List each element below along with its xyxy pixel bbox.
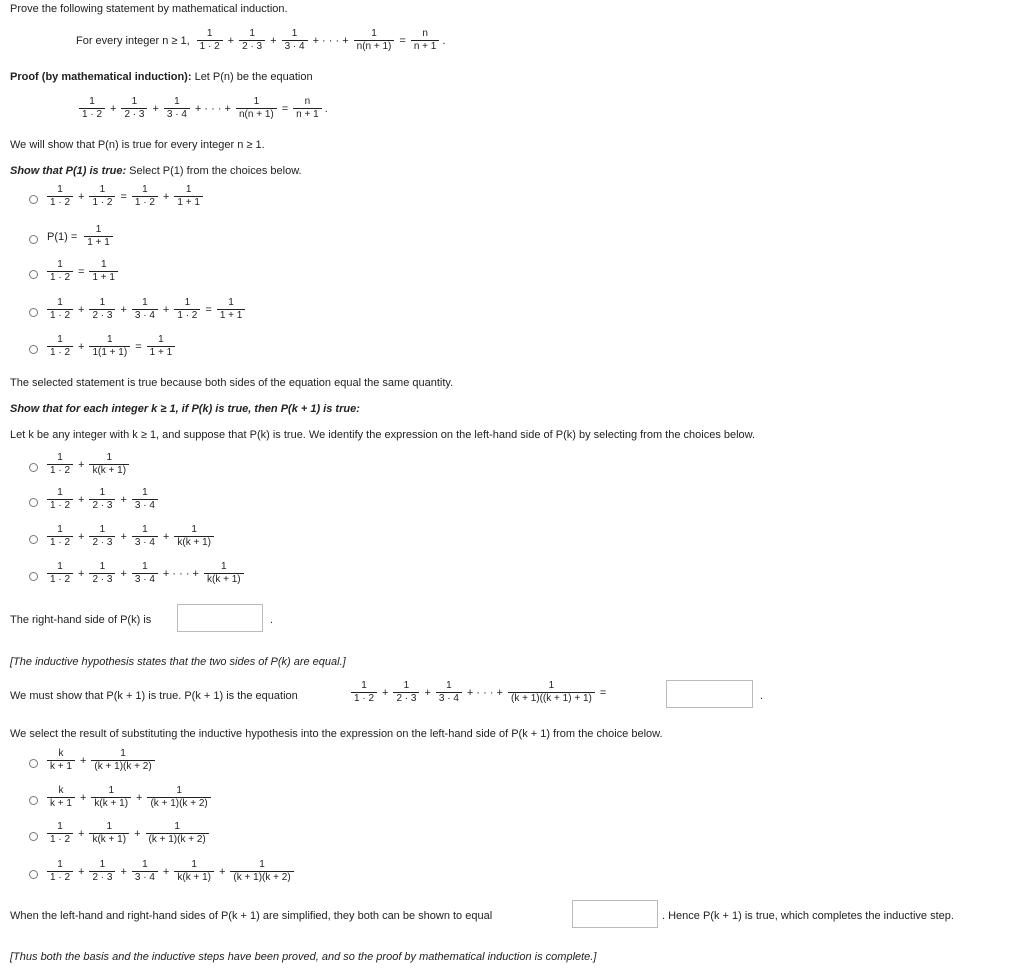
basis-conclusion: The selected statement is true because both sides of the equation equal the same quantity. — [10, 377, 454, 389]
sub-choice-radio-4[interactable] — [29, 870, 38, 879]
sub-choice-option-1 — [44, 748, 158, 773]
fraction: $\frac{1}{3 \cdot 4}$ — [282, 28, 308, 53]
intro-text: Prove the following statement by mathematical induction. — [10, 3, 288, 15]
pk1-equation: 1 1 · 2 + $\frac{1}{2 \cdot 3}$ + $\frac{1}{3 \cdot 4}$ + · · · + $\frac{1}{(k + 1)((k + 1) + 1)}$ = — [348, 680, 608, 705]
lhs-choice-radio-3[interactable] — [29, 535, 38, 544]
sub-choice-radio-2[interactable] — [29, 796, 38, 805]
plus-sign: + — [110, 102, 117, 115]
fraction: $\frac{1}{n(n + 1)}$ — [236, 96, 277, 121]
fraction: $\frac{1}{1 \cdot 2}$ — [174, 297, 200, 322]
plus-sign: + — [78, 303, 85, 316]
basis-prompt: Select P(1) from the choices below. — [126, 165, 302, 177]
plus-sign: + — [78, 493, 85, 506]
fraction: $\frac{1}{1 \cdot 2}$ — [89, 184, 115, 209]
fraction: $\frac{1}{2 \cdot 3}$ — [239, 28, 265, 53]
fraction: $\frac{1}{1 + 1}$ — [217, 297, 246, 322]
equals-sign: = — [78, 265, 85, 278]
fraction: 1 1 · 2 — [47, 821, 73, 846]
plus-sign: + — [78, 567, 85, 580]
plus-sign: + — [120, 567, 127, 580]
pk1-rhs-input[interactable] — [666, 680, 753, 708]
fraction: 1 1 · 2 — [47, 859, 73, 884]
lhs-choice-radio-1[interactable] — [29, 463, 38, 472]
fraction: $\frac{1}{k(k + 1)}$ — [174, 859, 214, 884]
plus-sign: + — [227, 34, 235, 47]
fraction: 1 1 · 2 — [47, 297, 73, 322]
plus-sign: + · · · + — [162, 567, 199, 580]
fraction: $\frac{1}{(k + 1)(k + 2)}$ — [230, 859, 293, 884]
fraction: 1 1 · 2 — [79, 96, 105, 121]
plus-sign: + — [78, 458, 85, 471]
pn-equation: 1 1 · 2 + $\frac{1}{2 \cdot 3}$ + $\frac{1}{3 \cdot 4}$ + · · · + $\frac{1}{n(n + 1)}$ = $\frac{n}{n + 1}$ . — [76, 96, 328, 121]
sub-choice-radio-3[interactable] — [29, 832, 38, 841]
fraction: $\frac{1}{3 \cdot 4}$ — [132, 524, 158, 549]
fraction: 1 1 · 2 — [47, 487, 73, 512]
step-prompt: Let k be any integer with k ≥ 1, and suppose that P(k) is true. We identify the expression on the left-hand side of P(k) by selecting from the choices below. — [10, 429, 756, 441]
proof-intro: Let P(n) be the equation — [191, 71, 313, 83]
equals-sign: = — [120, 190, 127, 203]
plus-sign: + — [162, 530, 170, 543]
basis-choice-option-3 — [44, 259, 121, 284]
plus-sign: + — [78, 190, 85, 203]
fraction: $\frac{n}{n + 1}$ — [293, 96, 322, 121]
sub-choice-radio-1[interactable] — [29, 759, 38, 768]
fraction: k k + 1 — [47, 748, 75, 773]
sub-choice-option-3 — [44, 821, 212, 846]
fraction: 1 1 · 2 — [351, 680, 377, 705]
plus-sign: + — [162, 190, 170, 203]
fraction: $\frac{1}{(k + 1)((k + 1) + 1)}$ — [508, 680, 595, 705]
fraction: $\frac{1}{k(k + 1)}$ — [204, 561, 244, 586]
step-heading: Show that for each integer k ≥ 1, if P(k) is true, then P(k + 1) is true: — [10, 403, 360, 415]
fraction: 1 1 · 2 — [47, 561, 73, 586]
basis-choice-radio-3[interactable] — [29, 270, 38, 279]
simplified-label: When the left-hand and right-hand sides of P(k + 1) are simplified, they both can be shown to equal — [10, 910, 493, 922]
dots: + · · · + — [312, 34, 349, 47]
fraction: $\frac{1}{1 + 1}$ — [147, 334, 176, 359]
rhs-label: The right-hand side of P(k) is — [10, 614, 152, 626]
plus-sign: + — [78, 530, 85, 543]
sub-choice-option-2 — [44, 785, 214, 810]
fraction: $\frac{1}{2 \cdot 3}$ — [89, 524, 115, 549]
fraction: 1 1 · 2 — [47, 524, 73, 549]
equals-sign: = — [205, 303, 212, 316]
fraction: $\frac{1}{2 \cdot 3}$ — [89, 487, 115, 512]
fraction: 1 1 · 2 — [47, 184, 73, 209]
fraction: $\frac{1}{3 \cdot 4}$ — [132, 561, 158, 586]
substitute-prompt: We select the result of substituting the inductive hypothesis into the expression on the left-hand side of P(k + 1) from the choice below. — [10, 728, 663, 740]
basis-choice-radio-5[interactable] — [29, 345, 38, 354]
lhs-choice-radio-4[interactable] — [29, 572, 38, 581]
fraction: $\frac{1}{(k + 1)(k + 2)}$ — [147, 785, 210, 810]
fraction: $\frac{1}{k(k + 1)}$ — [89, 821, 129, 846]
period: . — [270, 614, 274, 626]
statement-prefix: For every integer n ≥ 1, — [76, 34, 190, 47]
basis-line — [10, 164, 302, 178]
fraction: $\frac{1}{3 \cdot 4}$ — [132, 859, 158, 884]
lhs-choice-option-2 — [44, 487, 161, 512]
period: . — [760, 690, 764, 702]
fraction: $\frac{1}{(k + 1)(k + 2)}$ — [91, 748, 154, 773]
lhs-choice-option-4 — [44, 561, 247, 586]
statement-equation: For every integer n ≥ 1, 1 1 · 2 + $\frac{1}{2 \cdot 3}$ + $\frac{1}{3 \cdot 4}$ + · · · + $\frac{1}{n(n + 1)}$ = $\frac{n}{n + 1}$ . — [76, 28, 446, 52]
plus-sign: + — [120, 865, 127, 878]
fraction: 1 1 · 2 — [197, 28, 223, 53]
fraction: $\frac{1}{3 \cdot 4}$ — [164, 96, 190, 121]
basis-choice-radio-2[interactable] — [29, 235, 38, 244]
equals-sign: = — [135, 340, 142, 353]
fraction: $\frac{1}{3 \cdot 4}$ — [436, 680, 462, 705]
basis-choice-option-2 — [44, 224, 116, 249]
basis-choice-option-1 — [44, 184, 206, 209]
simplified-tail: . Hence P(k + 1) is true, which completes the inductive step. — [662, 910, 954, 922]
fraction: $\frac{n}{n + 1}$ — [411, 28, 440, 53]
fraction: $\frac{1}{n(n + 1)}$ — [354, 28, 395, 53]
fraction: k k + 1 — [47, 785, 75, 810]
basis-choice-option-4 — [44, 297, 248, 322]
plus-sign: + — [270, 34, 277, 47]
plus-sign: + — [134, 827, 141, 840]
fraction: $\frac{1}{1 + 1}$ — [174, 184, 203, 209]
fraction: $\frac{1}{1 \cdot 2}$ — [132, 184, 158, 209]
plus-sign: + — [120, 303, 127, 316]
final-text: [Thus both the basis and the inductive steps have been proved, and so the proof by mathematical induction is complete.] — [10, 951, 597, 963]
lhs-choice-option-3 — [44, 524, 217, 549]
plus-sign: + — [152, 102, 159, 115]
lhs-choice-option-1 — [44, 452, 132, 477]
lhs-choice-radio-2[interactable] — [29, 498, 38, 507]
plus-sign: + — [162, 865, 170, 878]
plus-sign: + — [424, 686, 431, 699]
must-show-text: We must show that P(k + 1) is true. P(k + 1) is the equation — [10, 690, 298, 702]
fraction: $\frac{1}{k(k + 1)}$ — [91, 785, 131, 810]
fraction: $\frac{1}{2 \cdot 3}$ — [89, 297, 115, 322]
basis-choice-radio-1[interactable] — [29, 195, 38, 204]
fraction: $\frac{1}{2 \cdot 3}$ — [89, 859, 115, 884]
fraction: $\frac{1}{1 + 1}$ — [89, 259, 118, 284]
fraction: $\frac{1}{1(1 + 1)}$ — [89, 334, 130, 359]
simplified-answer-input[interactable] — [572, 900, 658, 928]
hypothesis-text: [The inductive hypothesis states that the two sides of P(k) are equal.] — [10, 656, 346, 668]
plus-sign: + — [382, 686, 389, 699]
plus-sign: + — [78, 827, 85, 840]
basis-heading: Show that P(1) is true: — [10, 165, 127, 177]
plus-sign: + — [79, 754, 87, 767]
plus-sign: + — [136, 791, 143, 804]
fraction: $\frac{1}{(k + 1)(k + 2)}$ — [146, 821, 209, 846]
plus-sign: + — [218, 865, 226, 878]
plus-sign: + — [79, 791, 87, 804]
fraction: $\frac{1}{3 \cdot 4}$ — [132, 487, 158, 512]
show-all-text: We will show that P(n) is true for every integer n ≥ 1. — [10, 139, 265, 151]
fraction: $\frac{1}{1 \cdot 2}$ — [47, 259, 73, 284]
fraction: 1 1 · 2 — [47, 452, 73, 477]
plus-sign: + — [162, 303, 170, 316]
plus-sign: + — [120, 493, 127, 506]
fraction: 1 1 · 2 — [47, 334, 73, 359]
fraction: 1 1 + 1 — [84, 224, 113, 249]
fraction: $\frac{1}{k(k + 1)}$ — [174, 524, 214, 549]
sub-choice-option-4 — [44, 859, 297, 884]
fraction: $\frac{1}{2 \cdot 3}$ — [89, 561, 115, 586]
fraction: $\frac{1}{2 \cdot 3}$ — [393, 680, 419, 705]
p1-label: P(1) = — [47, 230, 78, 243]
basis-choice-radio-4[interactable] — [29, 308, 38, 317]
basis-choice-option-5 — [44, 334, 178, 359]
fraction: $\frac{1}{k(k + 1)}$ — [89, 452, 129, 477]
proof-heading-line — [10, 70, 313, 84]
plus-sign: + — [78, 865, 85, 878]
fraction: $\frac{1}{3 \cdot 4}$ — [132, 297, 158, 322]
plus-sign: + — [120, 530, 127, 543]
proof-heading: Proof (by mathematical induction): — [10, 71, 192, 83]
rhs-answer-input[interactable] — [177, 604, 263, 632]
plus-sign: + — [78, 340, 85, 353]
fraction: $\frac{1}{2 \cdot 3}$ — [121, 96, 147, 121]
